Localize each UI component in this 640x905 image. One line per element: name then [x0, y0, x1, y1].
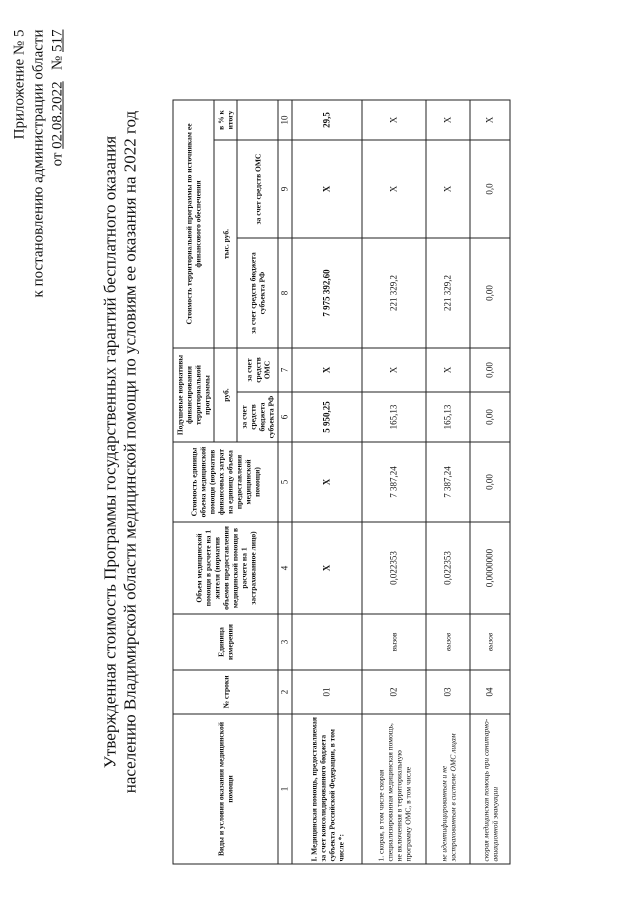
column-number-row [278, 100, 292, 864]
row-title: скорая медицинская помощь при санитарно-авиационной эвакуации [470, 714, 510, 864]
percent-cell: Х [426, 100, 470, 140]
row-title: не идентифицированным и не застрахованным в системе ОМС лицам [426, 714, 470, 864]
oms-norm-cell: Х [426, 348, 470, 392]
header-cell: Виды и условия оказания медицинской помощи [173, 714, 278, 864]
row-number: 02 [362, 670, 426, 714]
decree-label: к постановлению администрации области [30, 29, 47, 298]
col-number: 1 [278, 714, 292, 864]
budget-cost-cell: 221 329,2 [426, 238, 470, 348]
header-cell: Объем медицинской помощи в расчете на 1 жителя (норматив объемов предоставления медицинской помощи в расчете на 1 застрахованное лицо) [173, 522, 278, 614]
volume-cell: 0,022353 [426, 522, 470, 614]
unit-cell: вызов [362, 614, 426, 670]
col-number: 4 [278, 522, 292, 614]
col-number: 8 [278, 238, 292, 348]
budget-cost-cell: 221 329,2 [362, 238, 426, 348]
oms-cost-cell: 0,0 [470, 140, 510, 238]
percent-cell: Х [470, 100, 510, 140]
oms-cost-cell: Х [292, 140, 362, 238]
col-number: 10 [278, 100, 292, 140]
table-row [470, 100, 510, 864]
table-row [292, 100, 362, 864]
decree-date: 02.08.2022 [49, 81, 66, 149]
row-number: 04 [470, 670, 510, 714]
no-label: № [49, 55, 66, 71]
col-number: 5 [278, 442, 292, 522]
header-cell: Стоимость единицы объема медицинской помощи (норматив финансовых затрат на единицу объема предоставления медицинской помощи) [173, 442, 278, 522]
col-number: 3 [278, 614, 292, 670]
decree-date-line [49, 30, 68, 298]
unit-cost-cell: Х [292, 442, 362, 522]
title-line-2: населению Владимирской области медицинской помощи по условиям ее оказания на 2022 год [120, 110, 140, 794]
header-cell: Единица измерения [173, 614, 278, 670]
percent-cell: Х [362, 100, 426, 140]
decree-number: 517 [49, 29, 66, 52]
unit-cost-cell: 7 387,24 [362, 442, 426, 522]
header-row-1 [173, 100, 214, 864]
appendix-label: Приложение № 5 [11, 29, 28, 140]
col-number: 7 [278, 348, 292, 392]
table-row [362, 100, 426, 864]
col-number: 6 [278, 392, 292, 442]
budget-norm-cell: 0,00 [470, 392, 510, 442]
header-cell: руб. [214, 348, 237, 442]
header-cell [237, 100, 278, 140]
row-number: 01 [292, 670, 362, 714]
percent-cell: 29,5 [292, 100, 362, 140]
table-row [426, 100, 470, 864]
header-block [11, 30, 68, 298]
oms-cost-cell: Х [362, 140, 426, 238]
unit-cell: вызов [426, 614, 470, 670]
unit-cell: вызов [470, 614, 510, 670]
header-cell: за счет средств бюджета субъекта РФ [237, 238, 278, 348]
header-cell: за счет средств ОМС [237, 140, 278, 238]
row-title: I. Медицинская помощь, предоставляемая за счет консолидированного бюджета субъекта Российской Федерации, в том числе *: [292, 714, 362, 864]
oms-norm-cell: 0,00 [470, 348, 510, 392]
header-cell: Подушевые нормативы финансирования территориальной программы [173, 348, 214, 442]
rotated-page [1, 0, 640, 905]
header-cell: Стоимость территориальной программы по источникам ее финансового обеспечения [173, 100, 214, 348]
budget-norm-cell: 165,13 [362, 392, 426, 442]
volume-cell: Х [292, 522, 362, 614]
col-number: 2 [278, 670, 292, 714]
budget-norm-cell: 5 950,25 [292, 392, 362, 442]
header-cell: тыс. руб. [214, 140, 237, 348]
unit-cost-cell: 0,00 [470, 442, 510, 522]
oms-cost-cell: Х [426, 140, 470, 238]
row-title: 1. скорая, в том числе скорая специализированная медицинская помощь, не включенная в территориальную программу ОМС, в том числе [362, 714, 426, 864]
unit-cost-cell: 7 387,24 [426, 442, 470, 522]
header-cell: за счет средств ОМС [237, 348, 278, 392]
header-cell: № строки [173, 670, 278, 714]
budget-cost-cell: 0,00 [470, 238, 510, 348]
header-cell: за счет средств бюджета субъекта РФ [237, 392, 278, 442]
header-cell: в % к итогу [214, 100, 237, 140]
row-number: 03 [426, 670, 470, 714]
oms-norm-cell: Х [292, 348, 362, 392]
budget-norm-cell: 165,13 [426, 392, 470, 442]
oms-norm-cell: Х [362, 348, 426, 392]
budget-cost-cell: 7 975 392,60 [292, 238, 362, 348]
page-title [101, 0, 141, 905]
unit-cell [292, 614, 362, 670]
col-number: 9 [278, 140, 292, 238]
from-label: от [49, 152, 66, 167]
cost-table [173, 100, 511, 865]
volume-cell: 0,022353 [362, 522, 426, 614]
title-line-1: Утвержденная стоимость Программы государственных гарантий бесплатного оказания [100, 135, 120, 769]
volume-cell: 0,0000000 [470, 522, 510, 614]
